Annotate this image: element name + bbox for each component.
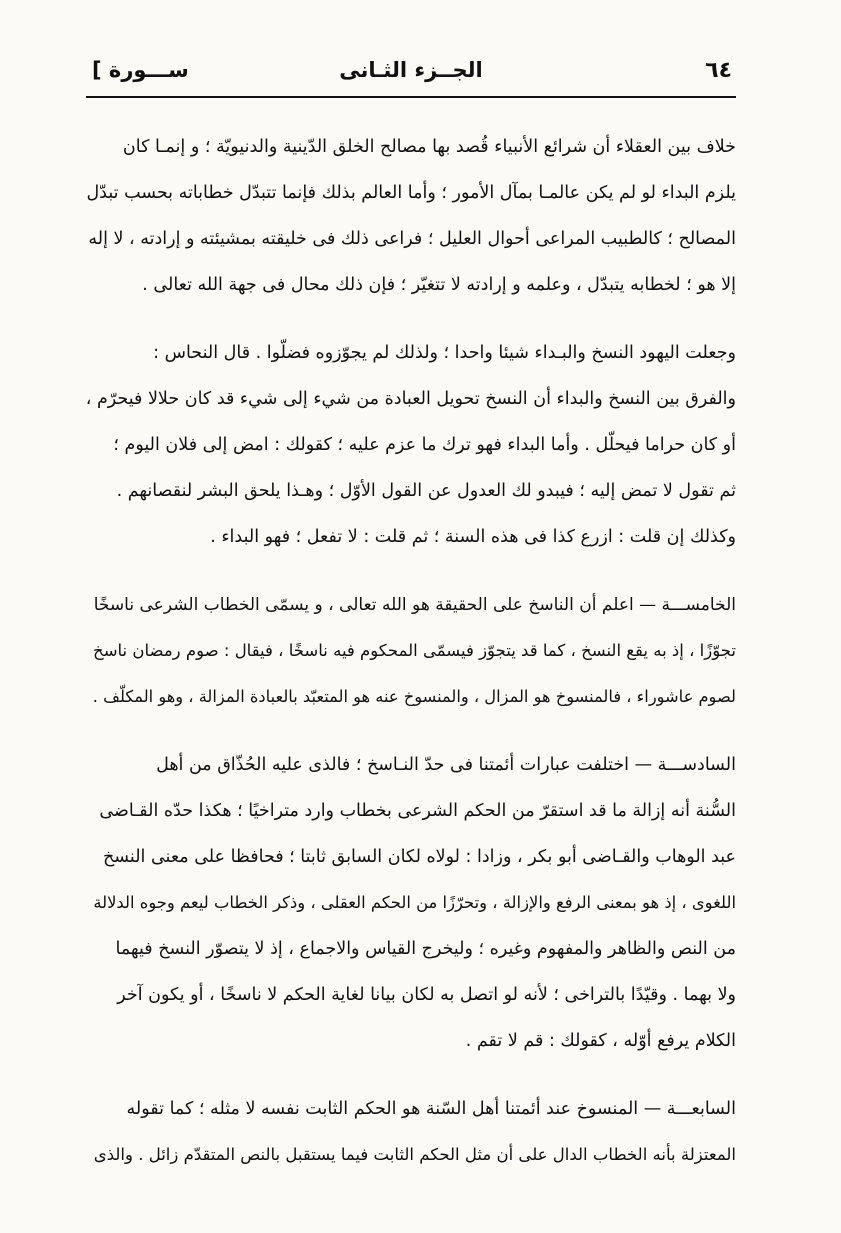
text-line: ثم تقول لا تمض إليه ؛ فيبدو لك العدول عن القول الأوّل ؛ وهـذا يلحق البشر لنقصانهم . [116,481,736,501]
text-line: وجعلت اليهود النسخ والبـداء شيئا واحدا ؛ ولذلك لم يجوّزوه فضلّوا . قال النحاس : [153,343,736,363]
page-header [86,56,736,92]
header-rule [86,96,736,98]
paragraph [86,742,736,1064]
page-number: ٦٤ [705,58,732,83]
page-body [86,124,736,1200]
text-line: خلاف بين العقلاء أن شرائع الأنبياء قُصد بها مصالح الخلق الدّينية والدنيويّة ؛ و إنمـا كان [122,137,736,157]
paragraph [86,1086,736,1178]
paragraph [86,330,736,560]
text-line: المعتزلة بأنه الخطاب الدال على أن مثل الحكم الثابت فيما يستقبل بالنص المتقدّم زائل . والذى [93,1145,736,1164]
text-line: اللغوى ، إذ هو بمعنى الرفع والإزالة ، وتحرّزًا من الحكم العقلى ، وذكر الخطاب ليعم وجوه الدلالة [93,893,736,912]
text-line: يلزم البداء لو لم يكن عالمـا بمآل الأمور ؛ وأما العالم بذلك فإنما تتبدّل خطاباته بحسب تبدّل [86,183,736,203]
text-line: تجوّزًا ، إذ به يقع النسخ ، كما قد يتجوّز فيسمّى المحكوم فيه ناسخًا ، فيقال : صوم رمضان ناسخ [93,641,736,660]
text-line: ولا بهما . وقيّدًا بالتراخى ؛ لأنه لو اتصل به لكان بيانا لغاية الحكم لا ناسخًا ، أو يكون آخر [117,985,736,1005]
text-line: الخامســـة — اعلم أن الناسخ على الحقيقة هو الله تعالى ، و يسمّى الخطاب الشرعى ناسخًا [93,595,736,615]
text-line: والفرق بين النسخ والبداء أن النسخ تحويل العبادة من شيء إلى شيء قد كان حلالا فيحرّم ، [86,389,736,409]
text-line: لصوم عاشوراء ، فالمنسوخ هو المزال ، والمنسوخ عنه هو المتعبّد بالعبادة المزالة ، وهو المكلّف . [92,687,736,706]
text-line: المصالح ؛ كالطبيب المراعى أحوال العليل ؛ فراعى ذلك فى خليقته بمشيئته و إرادته ، لا إله [88,229,736,249]
text-line: السُّنة أنه إزالة ما قد استقرّ من الحكم الشرعى بخطاب وارد متراخيًا ؛ هكذا حدّه القـاضى [99,801,736,821]
text-line: السابعـــة — المنسوخ عند أئمتنا أهل السّنة هو الحكم الثابت نفسه لا مثله ؛ كما تقوله [126,1099,736,1119]
text-line: عبد الوهاب والقـاضى أبو بكر ، وزادا : لولاه لكان السابق ثابتا ؛ فحافظا على معنى النسخ [103,847,736,867]
text-line: إلا هو ؛ لخطابه يتبدّل ، وعلمه و إرادته لا تتغيّر ؛ فإن ذلك محال فى جهة الله تعالى . [142,275,736,295]
surah-label: [ ســـورة [92,58,189,82]
text-line: أو كان حراما فيحلّل . وأما البداء فهو ترك ما عزم عليه ؛ كقولك : امض إلى فلان اليوم ؛ [113,435,736,455]
text-line: السادســـة — اختلفت عبارات أئمتنا فى حدّ النـاسخ ؛ فالذى عليه الحُذّاق من أهل [156,755,736,775]
paragraph [86,582,736,720]
running-title: الجــزء الثـانى [339,58,483,82]
text-line: من النص والظاهر والمفهوم وغيره ؛ وليخرج القياس والاجماع ، إذ لا يتصوّر النسخ فيهما [115,939,736,959]
text-line: وكذلك إن قلت : ازرع كذا فى هذه السنة ؛ ثم قلت : لا تفعل ؛ فهو البداء . [210,527,736,547]
text-line: الكلام يرفع أوّله ، كقولك : قم لا تقم . [465,1031,736,1051]
paragraph [86,124,736,308]
